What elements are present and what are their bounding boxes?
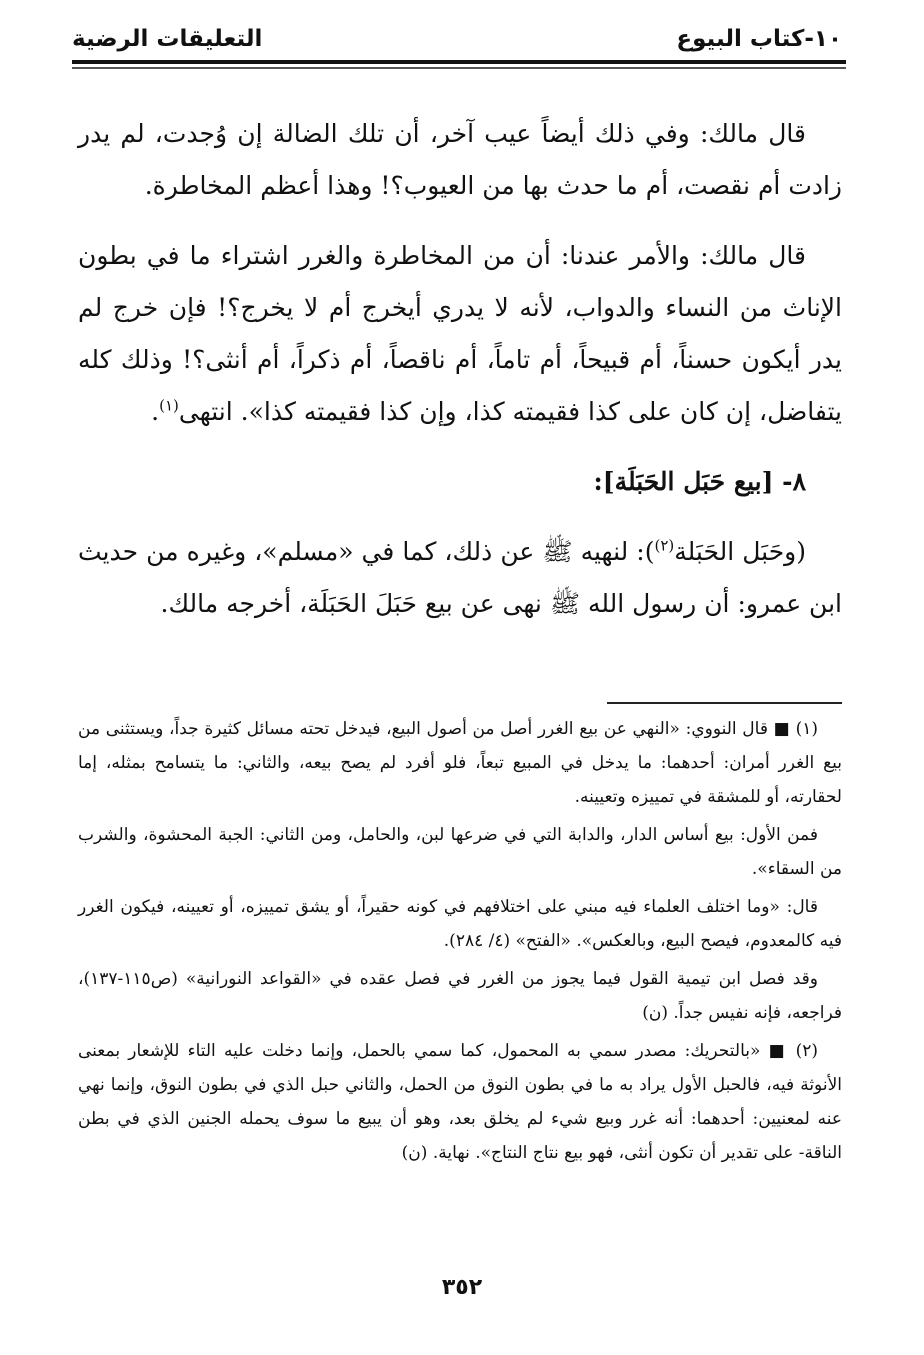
paragraph-habal — [78, 526, 842, 630]
footnote-divider — [607, 702, 842, 704]
main-text — [78, 108, 842, 648]
footnote-ref-1: (١) — [159, 396, 179, 415]
footnote-1: (١) ■ قال النووي: «النهي عن بيع الغرر أصل من أصول البيع، فيدخل تحته مسائل كثيرة جداً، ويستثنى من بيع الغرر أمران: أحدهما: ما يدخل في المبيع تبعاً، فلو أفرد لم يصح بيعه، والثاني: ما يتسامح بمثله، إما لحقارته، أو للمشقة في تمييزه وتعيينه. — [78, 719, 842, 807]
header-rule-thin — [72, 67, 846, 69]
chapter-title: ١٠-كتاب البيوع — [676, 26, 842, 52]
footnote-1-cont-c: وقد فصل ابن تيمية القول فيما يجوز من الغرر في فصل عقده في «القواعد النورانية» (ص١١٥-١٣٧)، فراجعه، فإنه نفيس جداً. (ن) — [78, 969, 842, 1023]
footnotes — [78, 712, 842, 1174]
paragraph-malik-1: قال مالك: وفي ذلك أيضاً عيب آخر، أن تلك الضالة إن وُجدت، لم يدر زادت أم نقصت، أم ما حدث بها من العيوب؟! وهذا أعظم المخاطرة. — [78, 119, 842, 200]
paragraph-habal-start: (وحَبَل الحَبَلة — [674, 537, 806, 566]
paragraph-malik-2: قال مالك: والأمر عندنا: أن من المخاطرة والغرر اشتراء ما في بطون الإناث من النساء والدواب، لأنه لا يدري أيخرج أم لا يخرج؟! فإن خرج لم يدر أيكون حسناً، أم قبيحاً، أم تاماً، أم ناقصاً، أم ذكراً، أم أنثى؟! وذلك كله يتفاضل، إن كان على كذا فقيمته كذا، وإن كذا فقيمته كذا». انتهى$^{(١)}$. — [78, 241, 842, 426]
page-number: ٣٥٢ — [441, 1275, 483, 1300]
section-heading: ٨- [بيع حَبَل الحَبَلَة]: — [593, 467, 806, 496]
paragraph-malik-2-text: قال مالك: والأمر عندنا: أن من المخاطرة والغرر اشتراء ما في بطون الإناث من النساء والدواب، لأنه لا يدري أيخرج أم لا يخرج؟! فإن خرج لم يدر أيكون حسناً، أم قبيحاً، أم تاماً، أم ناقصاً، أم ذكراً، أم أنثى؟! وذلك كله يتفاضل، إن كان على كذا فقيمته كذا، وإن كذا فقيمته كذا». انتهى — [78, 241, 842, 426]
header-rule — [72, 60, 846, 64]
footnote-2: (٢) ■ «بالتحريك: مصدر سمي به المحمول، كما سمي بالحمل، وإنما دخلت عليه التاء للإشعار بمعنى الأنوثة فيه، فالحبل الأول يراد به ما في بطون النوق من الحمل، والثاني حبل الذي في بطون النوق، وإنما نهي عنه لمعنيين: أحدهما: أنه غرر وبيع شيء لم يخلق بعد، وهو أن يبيع ما سوف يحمله الجنين الذي في بطن الناقة- على تقدير أن تكون أنثى، فهو بيع نتاج النتاج». نهاية. (ن) — [78, 1041, 842, 1163]
footnote-1-cont-b: قال: «وما اختلف العلماء فيه مبني على اختلافهم في كونه حقيراً، أو يشق تمييزه، أو تعيينه، فيكون الغرر فيه كالمعدوم، فيصح البيع، وبالعكس». «الفتح» (٤/ ٢٨٤). — [78, 897, 842, 951]
page-header — [72, 22, 842, 58]
paragraph-habal-rest: ): لنهيه ﷺ عن ذلك، كما في «مسلم»، وغيره من حديث ابن عمرو: أن رسول الله ﷺ نهى عن بيع حَبَلَ الحَبَلَة، أخرجه مالك. — [78, 537, 842, 618]
book-title: التعليقات الرضية — [72, 26, 263, 52]
footnote-ref-2: (٢) — [654, 536, 675, 555]
footnote-1-cont-a: فمن الأول: بيع أساس الدار، والدابة التي في ضرعها لبن، والحامل، ومن الثاني: الجبة المحشوة، والشرب من السقاء». — [78, 825, 842, 879]
